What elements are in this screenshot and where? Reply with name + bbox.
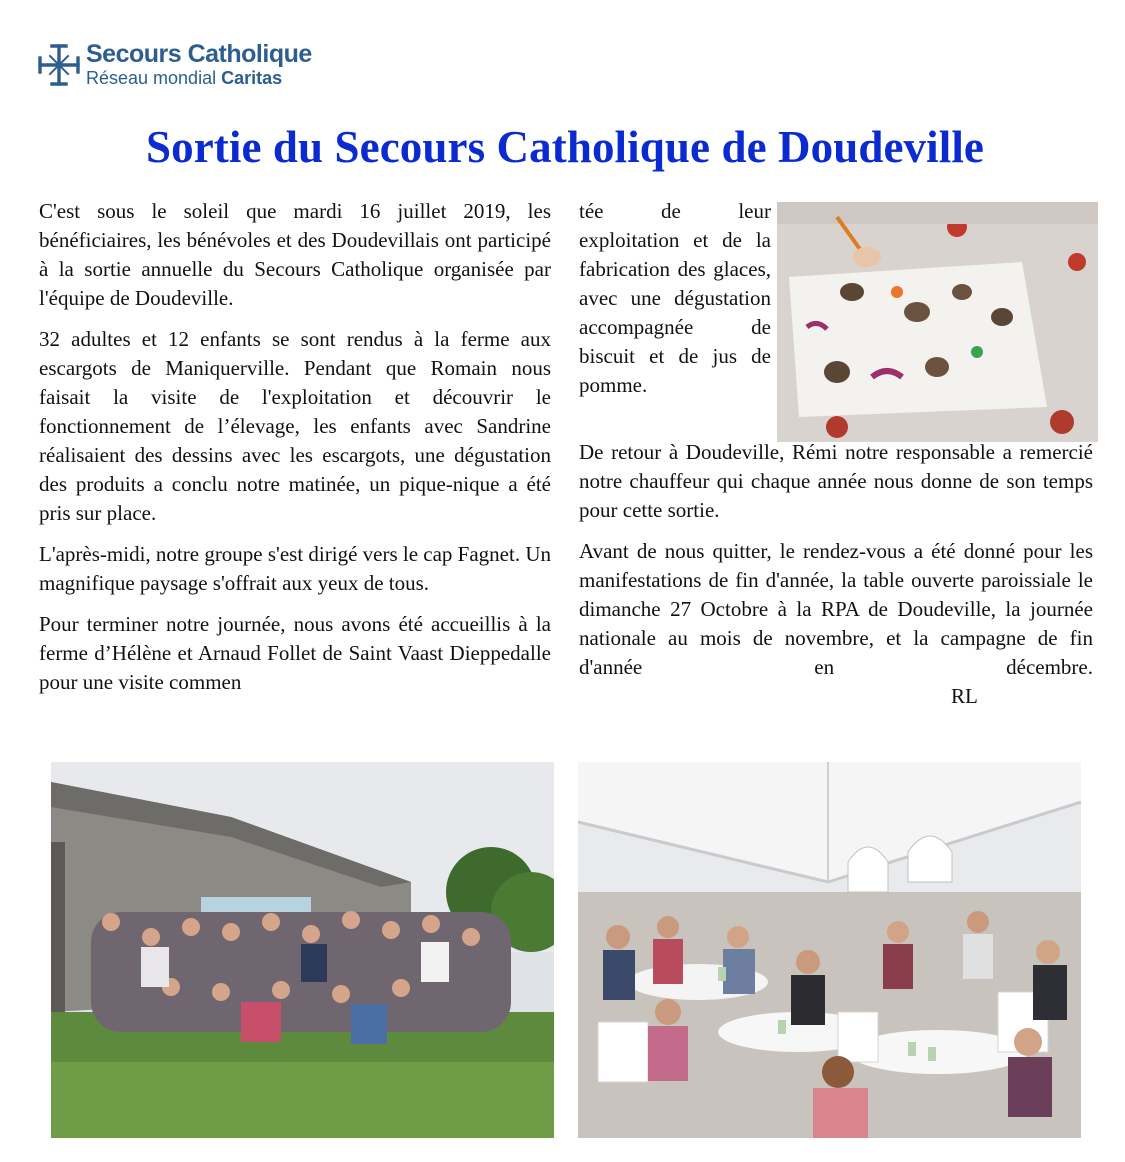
paragraph-1: C'est sous le soleil que mardi 16 juillet 2019, les bénéficiaires, les bénévoles et des Doudevillais ont participé à la sortie annuelle du Secours Catholique organisée par l'équipe de Doudeville. xyxy=(39,199,551,310)
paragraph-6 xyxy=(579,537,1093,711)
tent-meal-photo xyxy=(578,762,1081,1138)
article-column-right-top xyxy=(579,197,771,400)
paragraph-2: 32 adultes et 12 enfants se sont rendus à la ferme aux escargots de Maniquerville. Pendant que Romain nous faisait la visite de l'exploitation et découvrir le fonctionnement de l’élevage, les enfants avec Sandrine réalisaient des dessins avec les escargots, une dégustation des produits a conclu notre matinée, un pique-nique a été pris sur place. xyxy=(39,327,551,525)
logo-name: Secours Catholique xyxy=(86,40,312,68)
article-column-left xyxy=(39,197,551,697)
logo-subtitle-bold: Caritas xyxy=(221,68,283,88)
cross-logo-icon xyxy=(36,42,82,88)
paragraph-4: Pour terminer notre journée, nous avons été accueillis à la ferme d’Hélène et Arnaud Follet de Saint Vaast Dieppedalle pour une visite commen xyxy=(39,612,551,694)
page-title: Sortie du Secours Catholique de Doudeville xyxy=(146,122,984,172)
paragraph-5: De retour à Doudeville, Rémi notre responsable a remercié notre chauffeur qui chaque année nous donne de son temps pour cette sortie. xyxy=(579,440,1093,522)
logo-subtitle xyxy=(86,68,282,89)
paragraph-6-text: Avant de nous quitter, le rendez-vous a été donné pour les manifestations de fin d'année, la table ouverte paroissiale le dimanche 27 Octobre à la RPA de Doudeville, la journée nationale au mois de novembre, et la campagne de fin d'année en décembre. xyxy=(579,539,1093,679)
group-photo xyxy=(51,762,554,1138)
article-column-right-bottom xyxy=(579,438,1093,711)
paragraph-3: L'après-midi, notre groupe s'est dirigé vers le cap Fagnet. Un magnifique paysage s'offrait aux yeux de tous. xyxy=(39,542,551,595)
paragraph-4-continued: tée de leur exploitation et de la fabrication des glaces, avec une dégustation accompagnée de biscuit et de jus de pomme. xyxy=(579,199,771,397)
logo xyxy=(36,40,326,90)
logo-subtitle-prefix: Réseau mondial xyxy=(86,68,217,88)
signature: RL xyxy=(951,684,978,708)
snail-drawing-photo xyxy=(777,202,1098,442)
